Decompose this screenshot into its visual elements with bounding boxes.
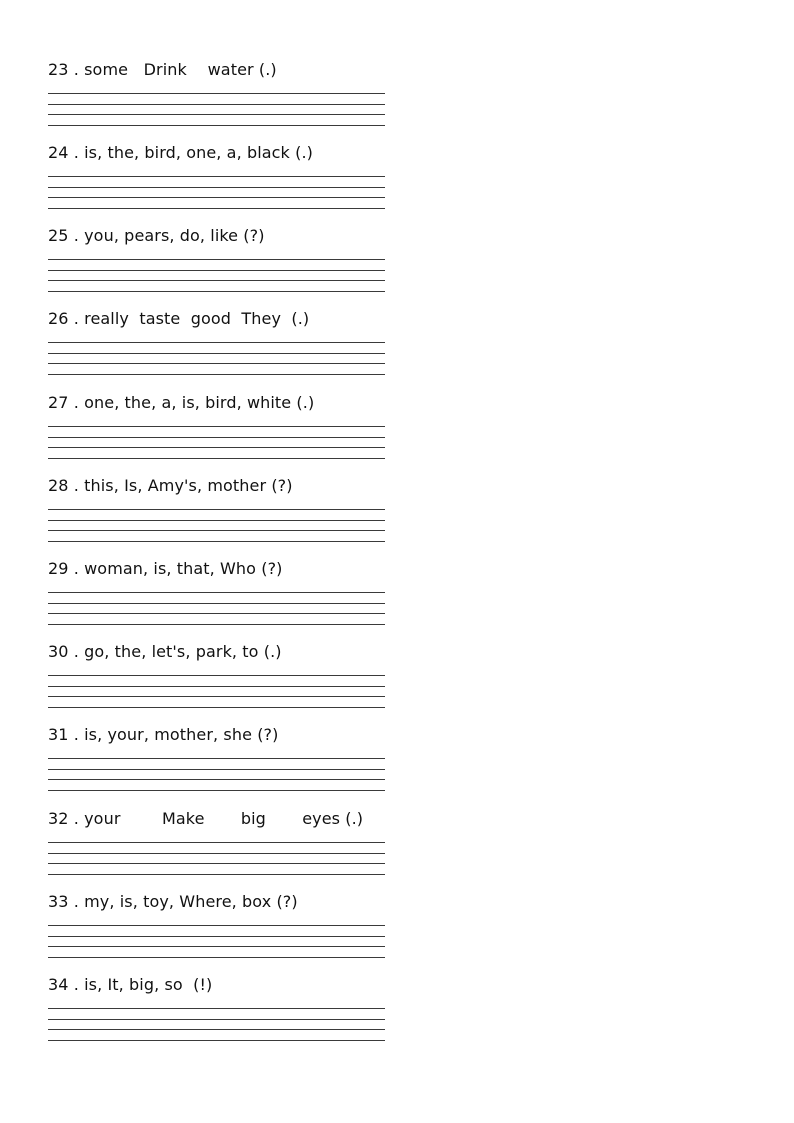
question-text: 30 . go, the, let's, park, to (.) (48, 642, 282, 661)
writing-line (48, 291, 385, 292)
answer-lines[interactable] (48, 1008, 385, 1044)
writing-line (48, 1029, 385, 1030)
writing-line (48, 197, 385, 198)
question-text: 28 . this, Is, Amy's, mother (?) (48, 476, 293, 495)
answer-lines[interactable] (48, 592, 385, 628)
question-text: 34 . is, It, big, so (!) (48, 975, 213, 994)
answer-lines[interactable] (48, 426, 385, 462)
question-25 (48, 226, 388, 306)
answer-lines[interactable] (48, 176, 385, 212)
writing-line (48, 208, 385, 209)
answer-lines[interactable] (48, 675, 385, 711)
answer-lines[interactable] (48, 842, 385, 878)
question-26 (48, 309, 388, 389)
question-text: 32 . your Make big eyes (.) (48, 809, 364, 828)
answer-lines[interactable] (48, 342, 385, 378)
question-text: 26 . really taste good They (.) (48, 309, 310, 328)
writing-line (48, 779, 385, 780)
writing-line (48, 1008, 385, 1009)
writing-line (48, 280, 385, 281)
writing-line (48, 853, 385, 854)
question-34 (48, 975, 388, 1055)
writing-line (48, 675, 385, 676)
question-29 (48, 559, 388, 639)
question-27 (48, 393, 388, 473)
question-text: 24 . is, the, bird, one, a, black (.) (48, 143, 313, 162)
writing-line (48, 874, 385, 875)
question-text: 29 . woman, is, that, Who (?) (48, 559, 283, 578)
writing-line (48, 509, 385, 510)
writing-line (48, 790, 385, 791)
writing-line (48, 437, 385, 438)
answer-lines[interactable] (48, 259, 385, 295)
writing-line (48, 270, 385, 271)
writing-line (48, 1019, 385, 1020)
writing-line (48, 936, 385, 937)
writing-line (48, 114, 385, 115)
writing-line (48, 613, 385, 614)
writing-line (48, 93, 385, 94)
writing-line (48, 592, 385, 593)
writing-line (48, 187, 385, 188)
writing-line (48, 125, 385, 126)
writing-line (48, 520, 385, 521)
writing-line (48, 342, 385, 343)
writing-line (48, 686, 385, 687)
question-text: 25 . you, pears, do, like (?) (48, 226, 265, 245)
writing-line (48, 176, 385, 177)
question-text: 23 . some Drink water (.) (48, 60, 277, 79)
writing-line (48, 696, 385, 697)
writing-line (48, 957, 385, 958)
writing-line (48, 1040, 385, 1041)
writing-line (48, 541, 385, 542)
writing-line (48, 925, 385, 926)
writing-line (48, 707, 385, 708)
question-33 (48, 892, 388, 972)
writing-line (48, 769, 385, 770)
writing-line (48, 447, 385, 448)
writing-line (48, 603, 385, 604)
answer-lines[interactable] (48, 93, 385, 129)
writing-line (48, 353, 385, 354)
question-23 (48, 60, 388, 140)
writing-line (48, 842, 385, 843)
writing-line (48, 363, 385, 364)
question-text: 31 . is, your, mother, she (?) (48, 725, 279, 744)
writing-line (48, 758, 385, 759)
question-28 (48, 476, 388, 556)
writing-line (48, 946, 385, 947)
answer-lines[interactable] (48, 509, 385, 545)
question-24 (48, 143, 388, 223)
question-text: 27 . one, the, a, is, bird, white (.) (48, 393, 315, 412)
writing-line (48, 624, 385, 625)
writing-line (48, 426, 385, 427)
answer-lines[interactable] (48, 925, 385, 961)
question-31 (48, 725, 388, 805)
writing-line (48, 458, 385, 459)
writing-line (48, 259, 385, 260)
writing-line (48, 374, 385, 375)
writing-line (48, 863, 385, 864)
question-text: 33 . my, is, toy, Where, box (?) (48, 892, 298, 911)
writing-line (48, 104, 385, 105)
question-32 (48, 809, 388, 889)
answer-lines[interactable] (48, 758, 385, 794)
writing-line (48, 530, 385, 531)
question-30 (48, 642, 388, 722)
